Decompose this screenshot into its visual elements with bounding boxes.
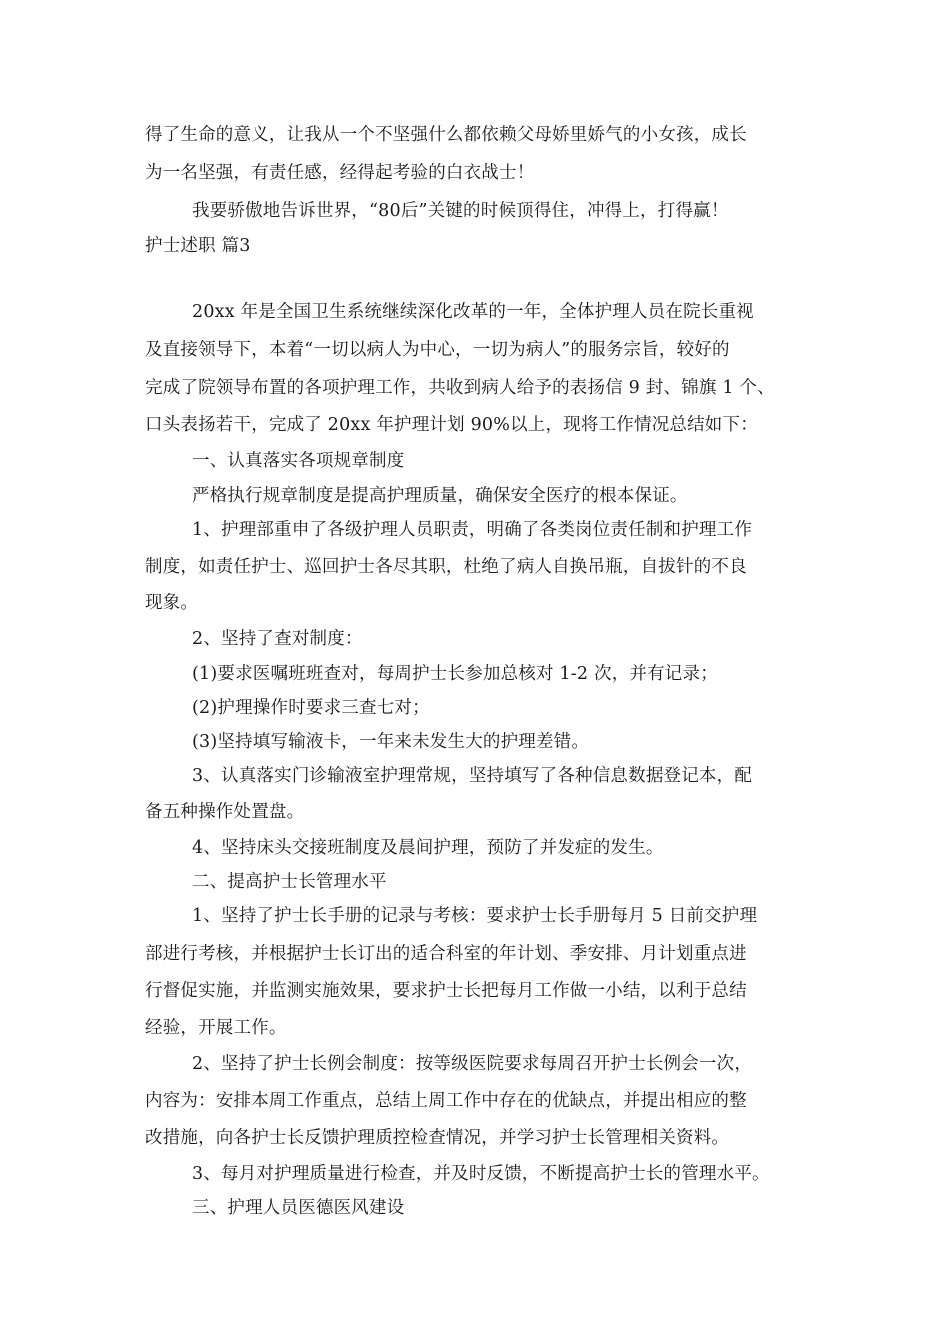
paragraph-line: 3、认真落实门诊输液室护理常规，坚持填写了各种信息数据登记本，配 (192, 766, 753, 786)
list-item: (3)坚持填写输液卡，一年来未发生大的护理差错。 (192, 732, 590, 752)
paragraph-line: 1、护理部重申了各级护理人员职责，明确了各类岗位责任制和护理工作 (192, 520, 753, 540)
paragraph-line: 经验，开展工作。 (145, 1018, 287, 1038)
section-heading: 一、认真落实各项规章制度 (192, 451, 405, 471)
paragraph-line: 现象。 (145, 593, 199, 613)
paragraph-line: 我要骄傲地告诉世界，“80后”关键的时候顶得住，冲得上，打得赢！ (192, 201, 729, 221)
paragraph-line: 行督促实施，并监测实施效果，要求护士长把每月工作做一小结，以利于总结 (145, 981, 747, 1001)
paragraph-line: 部进行考核，并根据护士长订出的适合科室的年计划、季安排、月计划重点进 (145, 944, 747, 964)
section-heading: 三、护理人员医德医风建设 (192, 1198, 405, 1218)
paragraph-line: 4、坚持床头交接班制度及晨间护理，预防了并发症的发生。 (192, 838, 664, 858)
paragraph-line: 得了生命的意义，让我从一个不坚强什么都依赖父母娇里娇气的小女孩，成长 (145, 125, 747, 145)
paragraph-line: 口头表扬若干，完成了 20xx 年护理计划 90%以上，现将工作情况总结如下： (145, 415, 758, 435)
list-item: (2)护理操作时要求三查七对； (192, 698, 430, 718)
section-title: 护士述职 篇3 (145, 236, 251, 256)
paragraph-line: 1、坚持了护士长手册的记录与考核：要求护士长手册每月 5 日前交护理 (192, 906, 758, 926)
paragraph-line: 备五种操作处置盘。 (145, 802, 305, 822)
paragraph-line: 3、每月对护理质量进行检查，并及时反馈，不断提高护士长的管理水平。 (192, 1164, 770, 1184)
paragraph-line: 制度，如责任护士、巡回护士各尽其职，杜绝了病人自换吊瓶，自拔针的不良 (145, 557, 747, 577)
paragraph-line: 2、坚持了查对制度： (192, 629, 363, 649)
paragraph-line: 2、坚持了护士长例会制度：按等级医院要求每周召开护士长例会一次， (192, 1054, 753, 1074)
paragraph-line: 及直接领导下，本着“一切以病人为中心，一切为病人”的服务宗旨，较好的 (145, 340, 730, 360)
paragraph-line: 20xx 年是全国卫生系统继续深化改革的一年，全体护理人员在院长重视 (192, 302, 754, 322)
paragraph-line: 改措施，向各护士长反馈护理质控检查情况，并学习护士长管理相关资料。 (145, 1128, 730, 1148)
list-item: (1)要求医嘱班班查对，每周护士长参加总核对 1-2 次，并有记录； (192, 664, 718, 684)
paragraph-line: 完成了院领导布置的各项护理工作，共收到病人给予的表扬信 9 封、锦旗 1 个、 (145, 378, 775, 398)
paragraph-line: 为一名坚强，有责任感，经得起考验的白衣战士！ (145, 163, 535, 183)
section-heading: 二、提高护士长管理水平 (192, 872, 387, 892)
paragraph-line: 严格执行规章制度是提高护理质量，确保安全医疗的根本保证。 (192, 486, 688, 506)
paragraph-line: 内容为：安排本周工作重点，总结上周工作中存在的优缺点，并提出相应的整 (145, 1091, 747, 1111)
